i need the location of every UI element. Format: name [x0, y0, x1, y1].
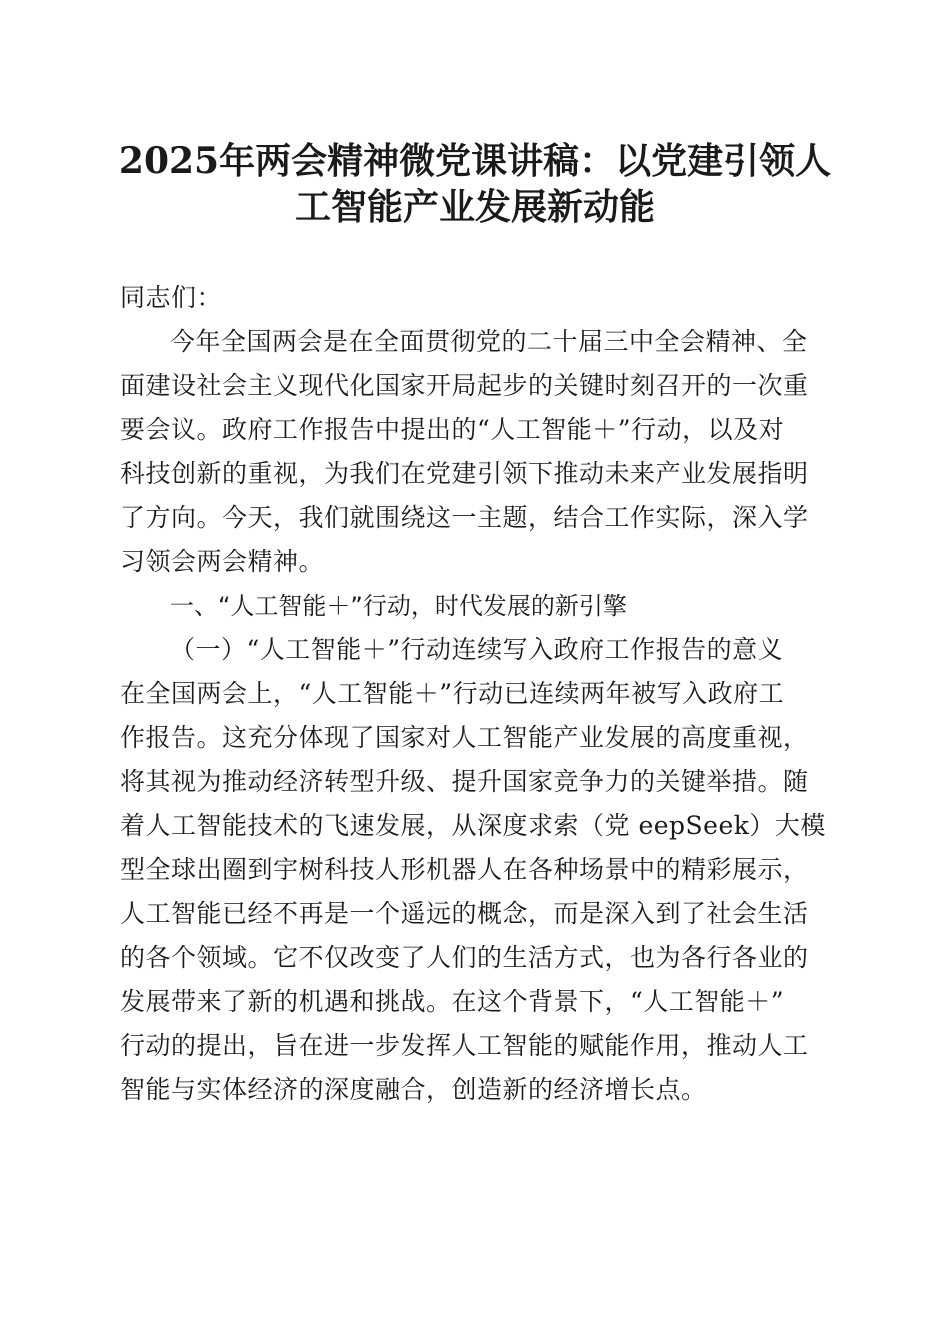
paragraph-line: 今年全国两会是在全面贯彻党的二十届三中全会精神、全	[170, 327, 808, 356]
paragraph-line: 要会议。政府工作报告中提出的“人工智能＋”行动，以及对	[120, 415, 785, 444]
paragraph-line: 发展带来了新的机遇和挑战。在这个背景下，“人工智能＋”	[120, 987, 785, 1016]
paragraph-line: 作报告。这充分体现了国家对人工智能产业发展的高度重视，	[120, 723, 809, 752]
section-heading: 一、“人工智能＋”行动，时代发展的新引擎	[170, 592, 627, 620]
document-title-line-1: 2025年两会精神微党课讲稿：以党建引领人	[118, 140, 832, 182]
paragraph-line: 的各个领域。它不仅改变了人们的生活方式，也为各行各业的	[120, 943, 809, 972]
document-title-line-2: 工智能产业发展新动能	[294, 186, 655, 228]
paragraph-line: 行动的提出，旨在进一步发挥人工智能的赋能作用，推动人工	[120, 1031, 809, 1060]
paragraph-line: 将其视为推动经济转型升级、提升国家竞争力的关键举措。随	[120, 767, 809, 796]
paragraph-line: 人工智能已经不再是一个遥远的概念，而是深入到了社会生活	[120, 899, 809, 928]
paragraph-line: 在全国两会上，“人工智能＋”行动已连续两年被写入政府工	[120, 679, 785, 708]
paragraph-line: 着人工智能技术的飞速发展，从深度求索（党 eepSeek）大模	[120, 811, 826, 840]
paragraph-line: 智能与实体经济的深度融合，创造新的经济增长点。	[120, 1075, 707, 1104]
salutation: 同志们：	[120, 283, 223, 312]
paragraph-line: 面建设社会主义现代化国家开局起步的关键时刻召开的一次重	[120, 371, 809, 400]
paragraph-line: 科技创新的重视，为我们在党建引领下推动未来产业发展指明	[120, 459, 809, 488]
paragraph-line: 了方向。今天，我们就围绕这一主题，结合工作实际，深入学	[120, 503, 809, 532]
subsection-heading: （一）“人工智能＋”行动连续写入政府工作报告的意义	[170, 635, 784, 664]
paragraph-line: 型全球出圈到宇树科技人形机器人在各种场景中的精彩展示，	[120, 855, 809, 884]
paragraph-line: 习领会两会精神。	[120, 547, 325, 576]
